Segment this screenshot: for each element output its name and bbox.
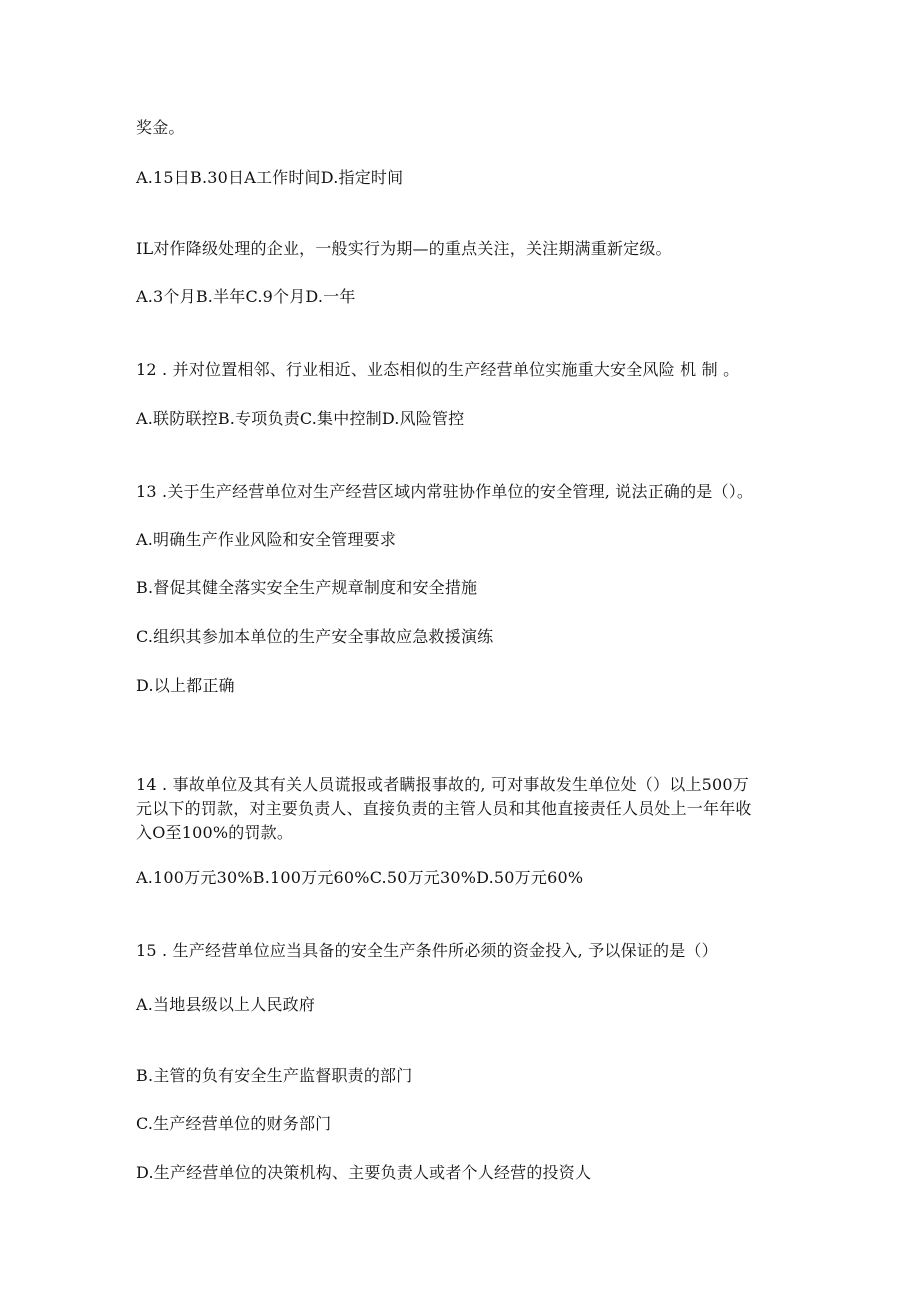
question-13-option-c: C.组织其参加本单位的生产安全事故应急救援演练 xyxy=(136,627,494,646)
question-14-text-line-3: 入O至100%的罚款。 xyxy=(136,823,294,842)
question-13-option-b: B.督促其健全落实安全生产规章制度和安全措施 xyxy=(136,578,478,597)
question-13-text: 13 .关于生产经营单位对生产经营区域内常驻协作单位的安全管理, 说法正确的是（）。 xyxy=(136,482,754,501)
question-15-option-b: B.主管的负有安全生产监督职责的部门 xyxy=(136,1066,413,1085)
question-12-options: A.联防联控B.专项负责C.集中控制D.风险管控 xyxy=(136,409,465,428)
question-13-option-a: A.明确生产作业风险和安全管理要求 xyxy=(136,530,397,549)
question-12-text: 12 . 并对位置相邻、行业相近、业态相似的生产经营单位实施重大安全风险 机 制 。 xyxy=(136,360,740,379)
question-14-options: A.100万元30%B.100万元60%C.50万元30%D.50万元60% xyxy=(136,868,584,887)
question-15-option-d: D.生产经营单位的决策机构、主要负责人或者个人经营的投资人 xyxy=(136,1163,592,1182)
question-14-text-line-1: 14 . 事故单位及其有关人员谎报或者瞒报事故的, 可对事故发生单位处（）以上500万 xyxy=(136,775,749,794)
text-line-fragment: 奖金。 xyxy=(136,118,185,137)
question-11-text: IL对作降级处理的企业，一般实行为期—的重点关注，关注期满重新定级。 xyxy=(136,239,672,258)
question-13-option-d: D.以上都正确 xyxy=(136,676,235,695)
question-11-options: A.3个月B.半年C.9个月D.一年 xyxy=(136,287,356,306)
question-15-option-a: A.当地县级以上人民政府 xyxy=(136,995,316,1014)
question-15-text: 15 . 生产经营单位应当具备的安全生产条件所必须的资金投入, 予以保证的是（） xyxy=(136,941,718,960)
answer-options-line: A.15日B.30日A工作时间D.指定时间 xyxy=(136,168,404,187)
question-15-option-c: C.生产经营单位的财务部门 xyxy=(136,1114,332,1133)
question-14-text-line-2: 元以下的罚款，对主要负责人、直接负责的主管人员和其他直接责任人员处上一年年收 xyxy=(136,799,752,818)
